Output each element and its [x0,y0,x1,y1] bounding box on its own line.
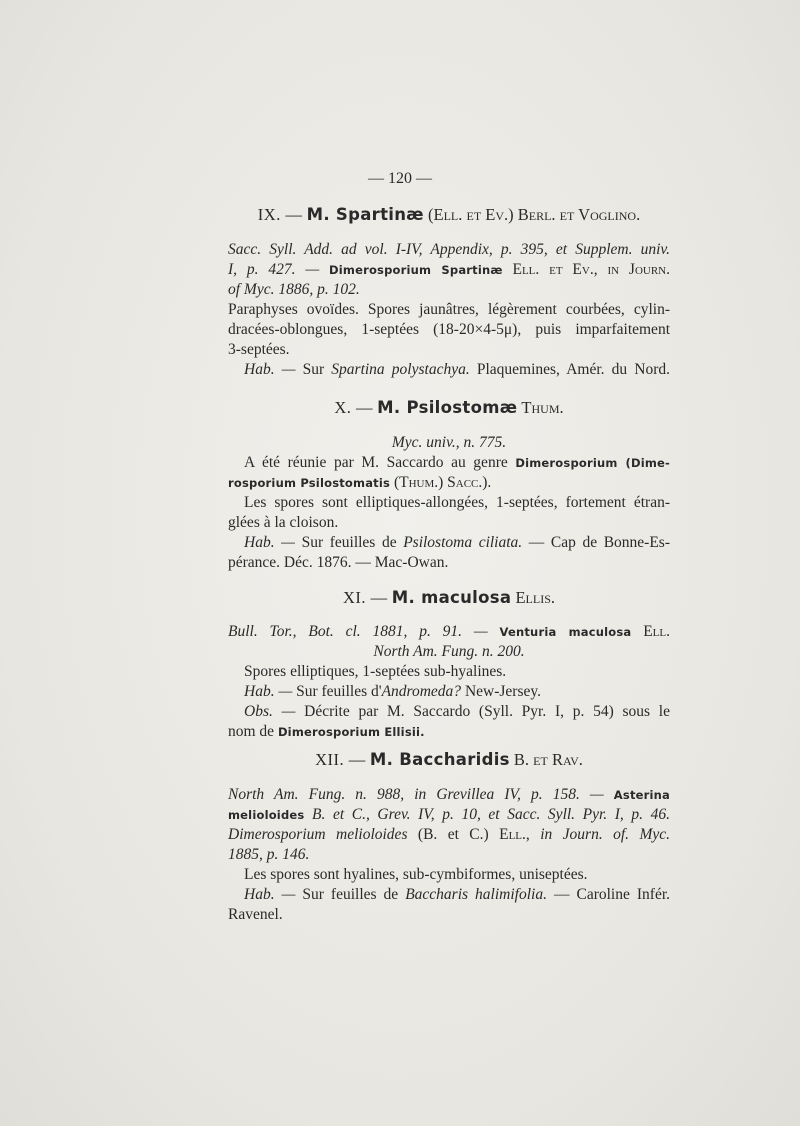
synonym-name: Asterina [613,788,670,802]
text-line: Spores elliptiques, 1-septées sub-hyalines. [244,663,507,680]
text-line: dracées-oblongues, 1-septées (18-20×4-5μ), puis imparfaitement [228,321,670,338]
section-number: XII. — [315,750,366,769]
species-authority: Thum. [521,398,564,417]
section-body-x [228,433,670,573]
text-line: nom de Dimerosporium Ellisii. [228,723,425,740]
section-body-xi [228,622,670,742]
habitat-line: Hab. — Sur feuilles d'Andromeda? New-Jersey. [244,683,541,700]
section-heading-ix [228,205,670,225]
synonym-name: melioloides [228,808,305,822]
species-authority: B. et Rav. [513,750,583,769]
section-body-xii [228,785,670,925]
text-line: Les spores sont hyalines, sub-cymbiformes, uniseptées. [244,866,588,883]
species-name: M. Spartinæ [306,205,424,224]
page-number: — 120 — [368,170,432,187]
habitat-line: Hab. — Sur feuilles de Baccharis halimifolia. — Caroline Infér. [244,886,671,903]
text-line: Sacc. Syll. Add. ad vol. I-IV, Appendix, p. 395, et Supplem. univ. [228,241,670,258]
text-line: Bull. Tor., Bot. cl. 1881, p. 91. — Venturia maculosa Ell. [228,623,671,640]
synonym-name: Dimerosporium Ellisii. [277,725,425,739]
habitat-line: Hab. — Sur Spartina polystachya. Plaquemines, Amér. du Nord. [244,361,670,378]
species-name: M. maculosa [391,588,512,607]
synonym-name: Venturia maculosa [499,625,632,639]
text-line: 3-septées. [228,341,290,358]
text-line: Dimerosporium melioloides (B. et C.) Ell., in Journ. of. Myc. [228,826,671,843]
section-heading-x [228,398,670,418]
text-line: of Myc. 1886, p. 102. [228,281,360,298]
habitat-line: Hab. — Sur feuilles de Psilostoma ciliata. — Cap de Bonne-Es- [244,534,670,551]
text-line: glées à la cloison. [228,514,339,531]
text-line: pérance. Déc. 1876. — Mac-Owan. [228,554,449,571]
text-line: A été réunie par M. Saccardo au genre Dimerosporium (Dime- [244,454,671,471]
synonym-name: rosporium Psilostomatis [228,476,391,490]
section-number: X. — [334,398,374,417]
species-authority: (Ell. et Ev.) Berl. et Voglino. [428,205,641,224]
text-line: Ravenel. [228,906,283,923]
species-name: M. Psilostomæ [377,398,518,417]
text-line: rosporium Psilostomatis (Thum.) Sacc.). [228,474,492,491]
text-line: Paraphyses ovoïdes. Spores jaunâtres, légèrement courbées, cylin- [228,301,670,318]
section-heading-xii [228,750,670,770]
text-line: 1885, p. 146. [228,846,310,863]
section-number: XI. — [342,588,388,607]
text-line: North Am. Fung. n. 200. [373,643,525,660]
section-heading-xi [228,588,670,608]
text-line: I, p. 427. — Dimerosporium Spartinæ Ell. et Ev., in Journ. [228,261,670,278]
text-line: melioloides B. et C., Grev. IV, p. 10, et Sacc. Syll. Pyr. I, p. 46. [228,806,670,823]
text-line: Myc. univ., n. 775. [391,434,507,451]
section-body-ix [228,240,670,380]
synonym-name: Dimerosporium Spartinæ [329,263,503,277]
text-line: Les spores sont elliptiques-allongées, 1-septées, fortement étran- [244,494,670,511]
synonym-name: Dimerosporium (Dime- [515,456,671,470]
species-authority: Ellis. [515,588,555,607]
observation-line: Obs. — Décrite par M. Saccardo (Syll. Pyr. I, p. 54) sous le [244,703,670,720]
section-number: IX. — [257,205,303,224]
text-line: North Am. Fung. n. 988, in Grevillea IV, p. 158. — Asterina [228,786,670,803]
species-name: M. Baccharidis [369,750,510,769]
